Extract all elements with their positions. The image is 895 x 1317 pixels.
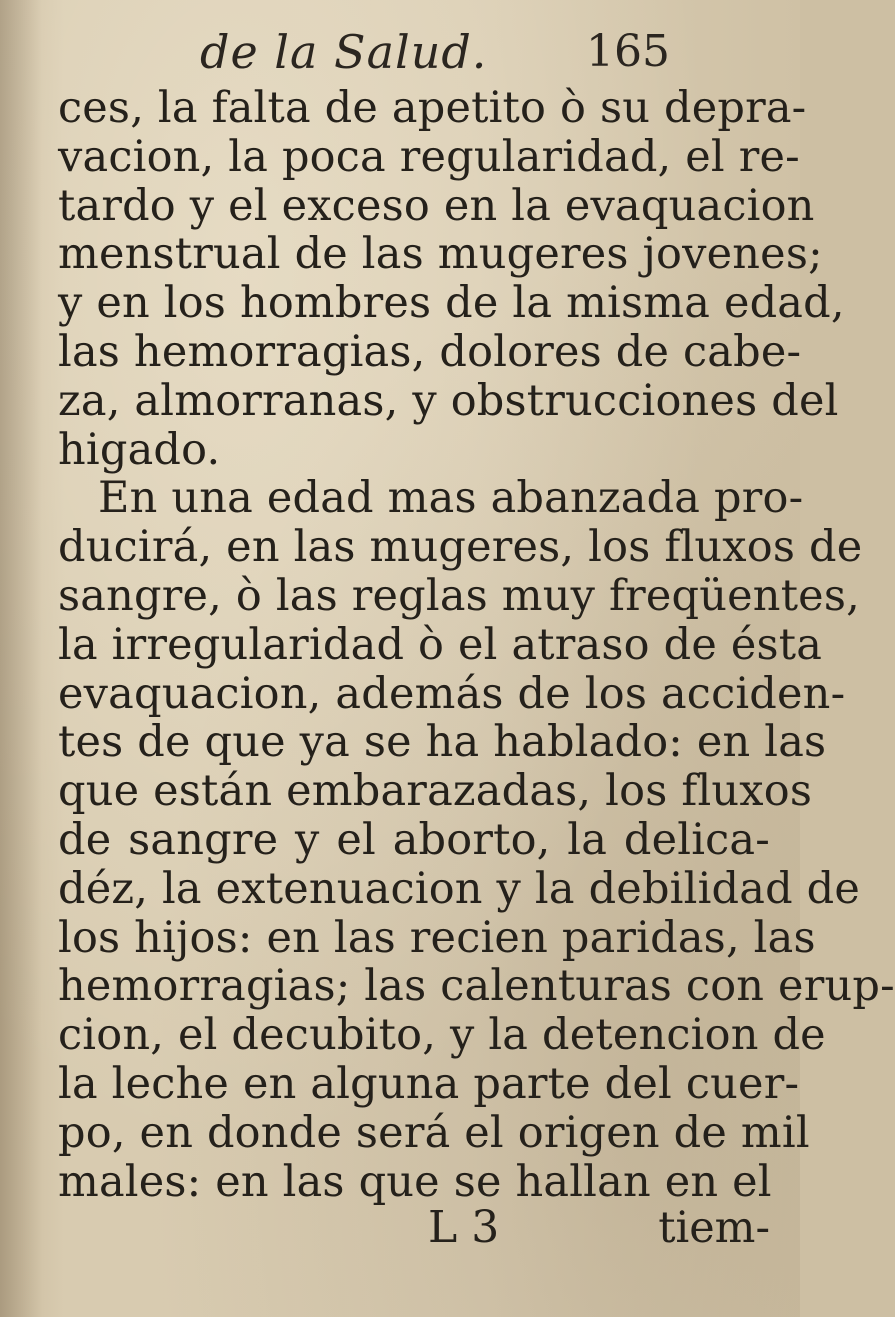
text-line: sangre, ò las reglas muy freqüentes, — [58, 570, 860, 621]
text-line: de sangre y el aborto, la delica- — [58, 814, 770, 865]
text-line: ducirá, en las mugeres, los fluxos de — [58, 522, 863, 573]
catchword: tiem- — [658, 1203, 770, 1253]
page-footer — [58, 1200, 770, 1256]
body-text — [58, 83, 895, 1207]
text-line: la leche en alguna parte del cuer- — [58, 1058, 800, 1109]
paragraph-start-line: En una edad mas abanzada pro- — [98, 473, 804, 524]
page-number: 165 — [586, 26, 670, 77]
text-line: za, almorranas, y obstrucciones del — [58, 375, 839, 426]
text-line: hemorragias; las calenturas con erup- — [58, 961, 895, 1012]
text-line: déz, la extenuacion y la debilidad de — [58, 863, 861, 914]
text-line: que están embarazadas, los fluxos — [58, 766, 813, 817]
text-line: po, en donde será el origen de mil — [58, 1107, 810, 1158]
text-line: las hemorragias, dolores de cabe- — [58, 326, 802, 377]
text-line: males: en las que se hallan en el — [58, 1156, 772, 1207]
signature-mark: L 3 — [428, 1202, 500, 1253]
text-line: los hijos: en las recien paridas, las — [58, 912, 816, 963]
text-line: cion, el decubito, y la detencion de — [58, 1010, 826, 1061]
binding-shadow — [0, 0, 42, 1317]
page-header — [200, 22, 670, 82]
running-title: de la Salud. — [200, 25, 488, 79]
text-line: y en los hombres de la misma edad, — [58, 278, 845, 329]
text-line: tardo y el exceso en la evaquacion — [58, 180, 815, 231]
text-line: ces, la falta de apetito ò su depra- — [58, 83, 807, 133]
text-line: la irregularidad ò el atraso de ésta — [58, 619, 823, 670]
paragraph-end-line: higado. — [58, 424, 221, 475]
text-line: menstrual de las mugeres jovenes; — [58, 229, 823, 280]
text-line: vacion, la poca regularidad, el re- — [58, 131, 800, 182]
text-line: evaquacion, además de los acciden- — [58, 668, 846, 719]
text-line: tes de que ya se ha hablado: en las — [58, 717, 827, 768]
